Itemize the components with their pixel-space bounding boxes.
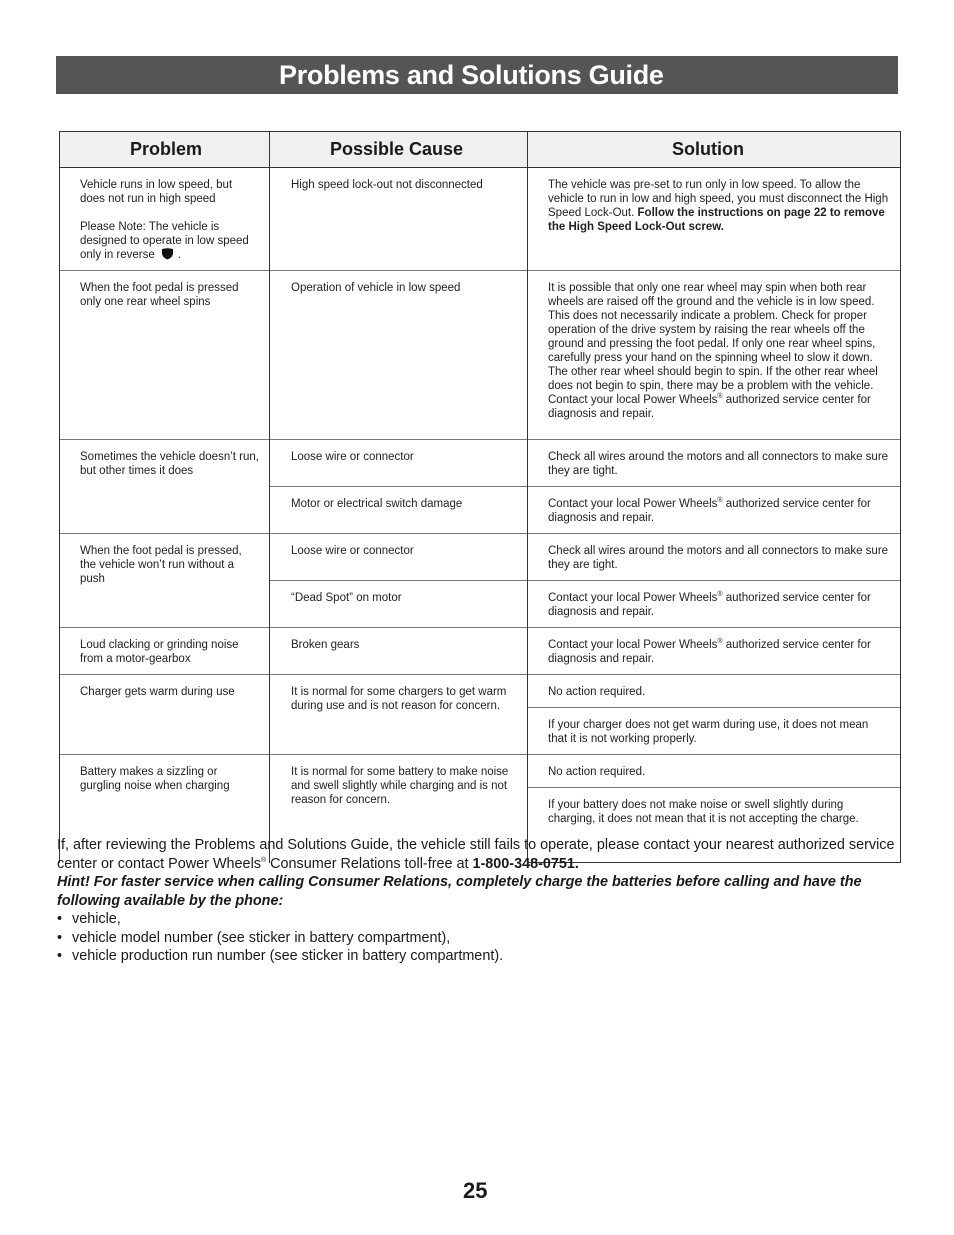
problem-cell: Vehicle runs in low speed, but does not run in high speed Please Note: The vehicle is designed to operate in low speed only in reverse . [60,168,270,271]
cause-cell: Motor or electrical switch damage [270,487,528,534]
cause-cell: It is normal for some chargers to get warm during use and is not reason for concern. [270,675,528,755]
solution-cell: Contact your local Power Wheels® authorized service center for diagnosis and repair. [528,487,901,534]
cause-cell: Operation of vehicle in low speed [270,271,528,440]
table-row [60,271,901,440]
page-number: 25 [463,1178,488,1203]
header-solution: Solution [528,132,901,168]
table-header-row [60,132,901,168]
cause-cell: Loose wire or connector [270,440,528,487]
page-title: Problems and Solutions Guide [279,60,664,90]
cause-cell: “Dead Spot” on motor [270,581,528,628]
hint-text: Hint! For faster service when calling Consumer Relations, completely charge the batteries before calling and have the following available by the phone: [57,874,862,909]
solution-cell: The vehicle was pre-set to run only in low speed. To allow the vehicle to run in low and high speed, you must disconnect the High Speed Lock-Out. Follow the instructions on page 22 to remove the High Speed Lock-Out screw. [528,168,901,271]
cause-cell: It is normal for some battery to make noise and swell slightly while charging and is not reason for concern. [270,755,528,863]
solution-cell: Check all wires around the motors and all connectors to make sure they are tight. [528,534,901,581]
problem-cell: When the foot pedal is pressed, the vehicle won’t run without a push [60,534,270,628]
reverse-shield-icon [161,248,174,260]
table-row [60,440,901,487]
table-row [60,675,901,708]
table-row [60,168,901,271]
list-item: • vehicle model number (see sticker in battery compartment), [57,929,902,948]
solution-cell: If your battery does not make noise or swell slightly during charging, it does not mean that it is not accepting the charge. [528,788,901,863]
solution-cell: Contact your local Power Wheels® authorized service center for diagnosis and repair. [528,628,901,675]
problem-cell: Battery makes a sizzling or gurgling noise when charging [60,755,270,863]
problems-solutions-table [59,131,901,863]
problem-note: Please Note: The vehicle is designed to operate in low speed only in reverse [80,221,249,261]
contact-section [57,836,902,966]
header-cause: Possible Cause [270,132,528,168]
solution-cell: Check all wires around the motors and all connectors to make sure they are tight. [528,440,901,487]
problem-cell: When the foot pedal is pressed only one rear wheel spins [60,271,270,440]
problem-cell: Loud clacking or grinding noise from a motor-gearbox [60,628,270,675]
list-item: • vehicle, [57,910,902,929]
problem-cell: Charger gets warm during use [60,675,270,755]
solution-cell: If your charger does not get warm during use, it does not mean that it is not working properly. [528,708,901,755]
title-bar [56,56,898,94]
contact-paragraph: If, after reviewing the Problems and Solutions Guide, the vehicle still fails to operate, please contact your nearest authorized service center or contact Power Wheels® Consumer Relations toll-free at 1-800-348-0751. [57,837,895,872]
cause-cell: High speed lock-out not disconnected [270,168,528,271]
table-row [60,534,901,581]
phone-number: 1-800-348-0751. [472,855,579,872]
solution-cell: It is possible that only one rear wheel may spin when both rear wheels are raised off the ground and the vehicle is in low speed. This does not necessarily indicate a problem. Check for proper operation of the drive system by raising the rear wheels off the ground and pressing the foot pedal. If only one rear wheel spins, carefully press your hand on the spinning wheel to slow it down. The other rear wheel should begin to spin. If the other rear wheel does not begin to spin, there may be a problem with the vehicle. Contact your local Power Wheels® authorized service center for diagnosis and repair. [528,271,901,440]
header-problem: Problem [60,132,270,168]
table-row [60,755,901,788]
solution-cell: Contact your local Power Wheels® authorized service center for diagnosis and repair. [528,581,901,628]
bullet-list [57,910,902,966]
cause-cell: Loose wire or connector [270,534,528,581]
problem-cell: Sometimes the vehicle doesn’t run, but other times it does [60,440,270,534]
table-row [60,628,901,675]
solution-cell: No action required. [528,755,901,788]
solution-cell: No action required. [528,675,901,708]
list-item: • vehicle production run number (see sticker in battery compartment). [57,947,902,966]
cause-cell: Broken gears [270,628,528,675]
